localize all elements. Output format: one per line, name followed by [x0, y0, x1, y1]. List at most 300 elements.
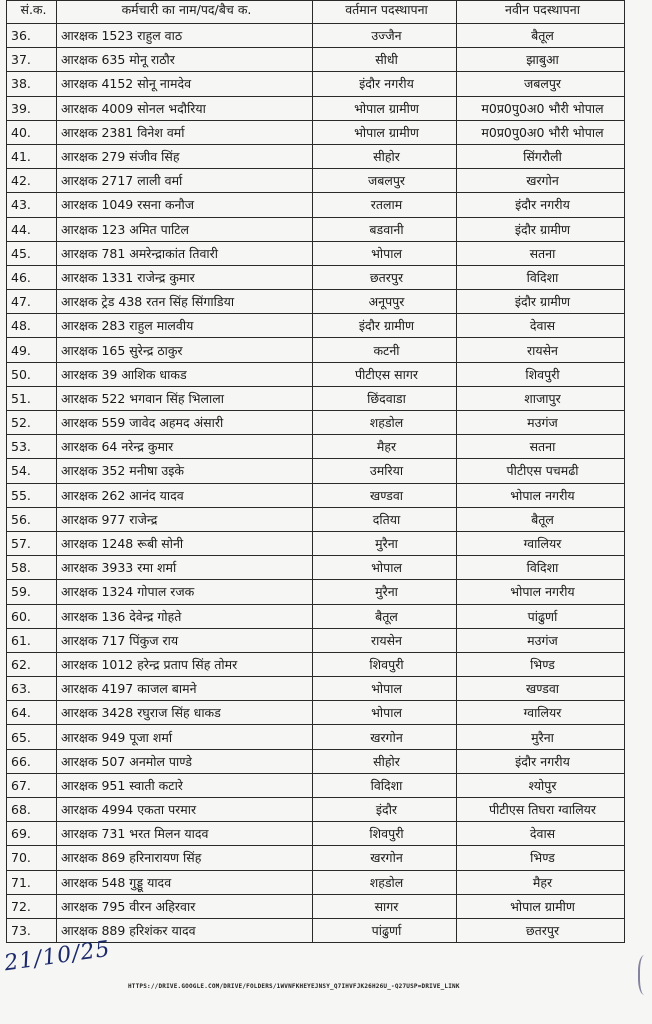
table-row: [7, 870, 625, 894]
current-posting-cell: छतरपुर: [313, 265, 457, 289]
rank-text: आरक्षक: [61, 705, 98, 721]
rank-text: आरक्षक: [61, 584, 98, 600]
new-posting-cell: मउगंज: [457, 628, 625, 652]
table-row: [7, 193, 625, 217]
badge-number: 635: [101, 52, 126, 68]
badge-number: 1324: [101, 584, 134, 600]
serial-cell: 47.: [7, 290, 57, 314]
badge-number: 283: [101, 318, 126, 334]
new-posting-cell: शाजापुर: [457, 386, 625, 410]
employee-cell: [57, 169, 313, 193]
new-posting-cell: सतना: [457, 435, 625, 459]
current-posting-cell: उमरिया: [313, 459, 457, 483]
current-posting-cell: शिवपुरी: [313, 822, 457, 846]
employee-cell: [57, 822, 313, 846]
current-posting-cell: मुरैना: [313, 531, 457, 555]
rank-text: आरक्षक: [61, 415, 98, 431]
new-posting-cell: भिण्ड: [457, 846, 625, 870]
table-row: [7, 483, 625, 507]
current-posting-cell: शिवपुरी: [313, 652, 457, 676]
rank-text: आरक्षक: [61, 221, 98, 237]
rank-text: आरक्षक: [61, 76, 98, 92]
new-posting-cell: भोपाल नगरीय: [457, 580, 625, 604]
employee-cell: [57, 677, 313, 701]
rank-text: आरक्षक: [61, 173, 98, 189]
badge-number: 1049: [101, 197, 134, 213]
table-row: [7, 48, 625, 72]
current-posting-cell: भोपाल: [313, 677, 457, 701]
employee-name: राजेन्द्र: [129, 511, 158, 527]
serial-cell: 54.: [7, 459, 57, 483]
employee-name: रूबी सोनी: [137, 536, 184, 552]
rank-text: आरक्षक: [61, 753, 98, 769]
badge-number: 123: [101, 221, 126, 237]
serial-cell: 36.: [7, 24, 57, 48]
employee-cell: [57, 483, 313, 507]
badge-number: 1012: [101, 656, 134, 672]
serial-cell: 57.: [7, 531, 57, 555]
employee-name: एकता परमार: [137, 802, 197, 818]
badge-number: 2381: [101, 124, 134, 140]
new-posting-cell: भोपाल नगरीय: [457, 483, 625, 507]
employee-name: राहुल मालवीय: [129, 318, 194, 334]
badge-number: 4197: [101, 681, 134, 697]
table-row: [7, 773, 625, 797]
rank-text: आरक्षक: [61, 28, 98, 44]
employee-name: भरत मिलन यादव: [129, 826, 209, 842]
rank-text: आरक्षक: [61, 342, 98, 358]
rank-text: आरक्षक: [61, 777, 98, 793]
employee-name: रसना कनौज: [137, 197, 194, 213]
current-posting-cell: रतलाम: [313, 193, 457, 217]
employee-cell: [57, 386, 313, 410]
new-posting-cell: खरगोन: [457, 169, 625, 193]
header-serial: सं.क.: [7, 1, 57, 24]
serial-cell: 52.: [7, 411, 57, 435]
rank-text: आरक्षक: [61, 923, 98, 939]
table-row: [7, 169, 625, 193]
employee-name: रतन सिंह सिंगाडिया: [146, 294, 235, 310]
table-row: [7, 96, 625, 120]
badge-number: 4994: [101, 802, 134, 818]
employee-name: स्वाती कटारे: [129, 777, 183, 793]
new-posting-cell: विदिशा: [457, 265, 625, 289]
serial-cell: 44.: [7, 217, 57, 241]
table-row: [7, 435, 625, 459]
employee-name: रमा शर्मा: [137, 560, 177, 576]
serial-cell: 49.: [7, 338, 57, 362]
employee-name: संजीव सिंह: [129, 149, 180, 165]
serial-cell: 64.: [7, 701, 57, 725]
current-posting-cell: इंदौर नगरीय: [313, 72, 457, 96]
new-posting-cell: ग्वालियर: [457, 531, 625, 555]
serial-cell: 45.: [7, 241, 57, 265]
serial-cell: 48.: [7, 314, 57, 338]
employee-cell: [57, 96, 313, 120]
header-current-posting: वर्तमान पदस्थापना: [313, 1, 457, 24]
current-posting-cell: बडवानी: [313, 217, 457, 241]
rank-text: आरक्षक: [61, 463, 98, 479]
current-posting-cell: शहडोल: [313, 411, 457, 435]
table-row: [7, 411, 625, 435]
serial-cell: 39.: [7, 96, 57, 120]
employee-cell: [57, 314, 313, 338]
employee-name: सोनल भदौरिया: [137, 100, 206, 116]
rank-text: आरक्षक ट्रेड: [61, 294, 115, 310]
new-posting-cell: विदिशा: [457, 556, 625, 580]
table-row: [7, 531, 625, 555]
employee-cell: [57, 435, 313, 459]
table-row: [7, 628, 625, 652]
table-row: [7, 580, 625, 604]
new-posting-cell: इंदौर ग्रामीण: [457, 217, 625, 241]
employee-cell: [57, 531, 313, 555]
serial-cell: 46.: [7, 265, 57, 289]
serial-cell: 60.: [7, 604, 57, 628]
table-row: [7, 677, 625, 701]
new-posting-cell: बैतूल: [457, 507, 625, 531]
new-posting-cell: पांढुर्णा: [457, 604, 625, 628]
new-posting-cell: सिंगरौली: [457, 144, 625, 168]
employee-cell: [57, 265, 313, 289]
employee-name: सोनू नामदेव: [137, 76, 192, 92]
current-posting-cell: मैहर: [313, 435, 457, 459]
table-row: [7, 749, 625, 773]
badge-number: 438: [118, 294, 143, 310]
table-row: [7, 556, 625, 580]
new-posting-cell: पीटीएस पचमढी: [457, 459, 625, 483]
serial-cell: 41.: [7, 144, 57, 168]
new-posting-cell: शिवपुरी: [457, 362, 625, 386]
current-posting-cell: भोपाल: [313, 701, 457, 725]
employee-cell: [57, 120, 313, 144]
table-row: [7, 314, 625, 338]
badge-number: 949: [101, 729, 126, 745]
badge-number: 262: [101, 487, 126, 503]
current-posting-cell: मुरैना: [313, 580, 457, 604]
serial-cell: 40.: [7, 120, 57, 144]
badge-number: 1523: [101, 28, 134, 44]
serial-cell: 70.: [7, 846, 57, 870]
employee-cell: [57, 894, 313, 918]
employee-cell: [57, 24, 313, 48]
employee-cell: [57, 556, 313, 580]
serial-cell: 72.: [7, 894, 57, 918]
badge-number: 2717: [101, 173, 134, 189]
rank-text: आरक्षक: [61, 608, 98, 624]
employee-cell: [57, 507, 313, 531]
new-posting-cell: भिण्ड: [457, 652, 625, 676]
employee-name: गुड्डू यादव: [129, 874, 172, 890]
employee-cell: [57, 362, 313, 386]
employee-name: हरेन्द्र प्रताप सिंह तोमर: [137, 656, 238, 672]
serial-cell: 42.: [7, 169, 57, 193]
employee-name: वीरन अहिरवार: [129, 898, 196, 914]
serial-cell: 37.: [7, 48, 57, 72]
badge-number: 136: [101, 608, 126, 624]
rank-text: आरक्षक: [61, 511, 98, 527]
employee-cell: [57, 411, 313, 435]
employee-name: आशिक धाकड: [121, 366, 187, 382]
serial-cell: 51.: [7, 386, 57, 410]
current-posting-cell: सीहोर: [313, 144, 457, 168]
current-posting-cell: दतिया: [313, 507, 457, 531]
current-posting-cell: सीधी: [313, 48, 457, 72]
employee-cell: [57, 241, 313, 265]
serial-cell: 59.: [7, 580, 57, 604]
serial-cell: 68.: [7, 798, 57, 822]
employee-name: मनीषा उइके: [129, 463, 184, 479]
employee-name: अमरेन्द्राकांत तिवारी: [129, 245, 218, 261]
employee-cell: [57, 459, 313, 483]
employee-cell: [57, 628, 313, 652]
current-posting-cell: भोपाल ग्रामीण: [313, 120, 457, 144]
table-row: [7, 459, 625, 483]
rank-text: आरक्षक: [61, 850, 98, 866]
rank-text: आरक्षक: [61, 100, 98, 116]
employee-name: पिंकुज राय: [129, 632, 179, 648]
badge-number: 4152: [101, 76, 134, 92]
new-posting-cell: खण्डवा: [457, 677, 625, 701]
badge-number: 1248: [101, 536, 134, 552]
employee-name: भगवान सिंह भिलाला: [129, 390, 224, 406]
serial-cell: 69.: [7, 822, 57, 846]
ink-mark: [638, 955, 652, 995]
table-row: [7, 217, 625, 241]
table-row: [7, 338, 625, 362]
new-posting-cell: इंदौर नगरीय: [457, 749, 625, 773]
employee-name: रघुराज सिंह धाकड: [137, 705, 221, 721]
employee-name: जावेद अहमद अंसारी: [129, 415, 224, 431]
rank-text: आरक्षक: [61, 874, 98, 890]
current-posting-cell: सागर: [313, 894, 457, 918]
new-posting-cell: बैतूल: [457, 24, 625, 48]
serial-cell: 56.: [7, 507, 57, 531]
employee-name: मोनू राठौर: [129, 52, 175, 68]
table-row: [7, 894, 625, 918]
current-posting-cell: विदिशा: [313, 773, 457, 797]
new-posting-cell: देवास: [457, 314, 625, 338]
serial-cell: 66.: [7, 749, 57, 773]
table-body: [7, 24, 625, 943]
current-posting-cell: पीटीएस सागर: [313, 362, 457, 386]
employee-name: हरिशंकर यादव: [129, 923, 196, 939]
serial-cell: 38.: [7, 72, 57, 96]
table-row: [7, 290, 625, 314]
table-row: [7, 507, 625, 531]
table-row: [7, 265, 625, 289]
new-posting-cell: म0प्र0पु0अ0 भौरी भोपाल: [457, 96, 625, 120]
employee-cell: [57, 701, 313, 725]
badge-number: 889: [101, 923, 126, 939]
badge-number: 951: [101, 777, 126, 793]
serial-cell: 53.: [7, 435, 57, 459]
table-row: [7, 24, 625, 48]
current-posting-cell: कटनी: [313, 338, 457, 362]
new-posting-cell: श्योपुर: [457, 773, 625, 797]
new-posting-cell: मुरैना: [457, 725, 625, 749]
rank-text: आरक्षक: [61, 52, 98, 68]
rank-text: आरक्षक: [61, 124, 98, 140]
badge-number: 279: [101, 149, 126, 165]
rank-text: आरक्षक: [61, 197, 98, 213]
rank-text: आरक्षक: [61, 802, 98, 818]
current-posting-cell: छिंदवाडा: [313, 386, 457, 410]
new-posting-cell: सतना: [457, 241, 625, 265]
employee-cell: [57, 144, 313, 168]
new-posting-cell: ग्वालियर: [457, 701, 625, 725]
badge-number: 165: [101, 342, 126, 358]
badge-number: 522: [101, 390, 126, 406]
rank-text: आरक्षक: [61, 318, 98, 334]
employee-cell: [57, 193, 313, 217]
employee-cell: [57, 217, 313, 241]
employee-name: राहुल वाठ: [137, 28, 183, 44]
employee-cell: [57, 749, 313, 773]
rank-text: आरक्षक: [61, 729, 98, 745]
serial-cell: 61.: [7, 628, 57, 652]
header-new-posting: नवीन पदस्थापना: [457, 1, 625, 24]
current-posting-cell: बैतूल: [313, 604, 457, 628]
employee-name: राजेन्द्र कुमार: [137, 269, 195, 285]
employee-cell: [57, 290, 313, 314]
serial-cell: 62.: [7, 652, 57, 676]
new-posting-cell: देवास: [457, 822, 625, 846]
employee-name: अमित पाटिल: [129, 221, 189, 237]
header-name: कर्मचारी का नाम/पद/बैच क.: [57, 1, 313, 24]
rank-text: आरक्षक: [61, 149, 98, 165]
rank-text: आरक्षक: [61, 269, 98, 285]
badge-number: 64: [101, 439, 118, 455]
badge-number: 977: [101, 511, 126, 527]
table-row: [7, 362, 625, 386]
badge-number: 731: [101, 826, 126, 842]
employee-cell: [57, 798, 313, 822]
new-posting-cell: रायसेन: [457, 338, 625, 362]
table-row: [7, 725, 625, 749]
employee-cell: [57, 604, 313, 628]
current-posting-cell: भोपाल: [313, 556, 457, 580]
new-posting-cell: मउगंज: [457, 411, 625, 435]
rank-text: आरक्षक: [61, 536, 98, 552]
employee-name: काजल बामने: [137, 681, 197, 697]
current-posting-cell: अनूपपुर: [313, 290, 457, 314]
new-posting-cell: छतरपुर: [457, 918, 625, 942]
footer-url: HTTPS://DRIVE.GOOGLE.COM/DRIVE/FOLDERS/1WVNFKHEYEJNSY_Q7IHVFJK26H26U_-Q27USP=DRIVE_LINK: [128, 983, 460, 990]
current-posting-cell: इंदौर: [313, 798, 457, 822]
rank-text: आरक्षक: [61, 390, 98, 406]
badge-number: 3933: [101, 560, 134, 576]
badge-number: 717: [101, 632, 126, 648]
table-row: [7, 604, 625, 628]
new-posting-cell: इंदौर नगरीय: [457, 193, 625, 217]
table-row: [7, 701, 625, 725]
badge-number: 869: [101, 850, 126, 866]
employee-cell: [57, 652, 313, 676]
serial-cell: 71.: [7, 870, 57, 894]
new-posting-cell: म0प्र0पु0अ0 भौरी भोपाल: [457, 120, 625, 144]
employee-name: नरेन्द्र कुमार: [121, 439, 174, 455]
rank-text: आरक्षक: [61, 439, 98, 455]
serial-cell: 73.: [7, 918, 57, 942]
current-posting-cell: पांढुर्णा: [313, 918, 457, 942]
table-row: [7, 144, 625, 168]
current-posting-cell: खरगोन: [313, 846, 457, 870]
employee-name: गोपाल रजक: [137, 584, 195, 600]
current-posting-cell: उज्जैन: [313, 24, 457, 48]
employee-cell: [57, 72, 313, 96]
employee-cell: [57, 48, 313, 72]
table-row: [7, 652, 625, 676]
table-row: [7, 798, 625, 822]
new-posting-cell: झाबुआ: [457, 48, 625, 72]
new-posting-cell: मैहर: [457, 870, 625, 894]
current-posting-cell: जबलपुर: [313, 169, 457, 193]
table-row: [7, 822, 625, 846]
badge-number: 795: [101, 898, 126, 914]
rank-text: आरक्षक: [61, 656, 98, 672]
badge-number: 39: [101, 366, 118, 382]
employee-name: विनेश वर्मा: [137, 124, 185, 140]
handwritten-date: 21/10/25: [2, 936, 113, 977]
current-posting-cell: खरगोन: [313, 725, 457, 749]
employee-cell: [57, 338, 313, 362]
table-row: [7, 386, 625, 410]
serial-cell: 63.: [7, 677, 57, 701]
current-posting-cell: शहडोल: [313, 870, 457, 894]
current-posting-cell: भोपाल: [313, 241, 457, 265]
current-posting-cell: खण्डवा: [313, 483, 457, 507]
employee-name: हरिनारायण सिंह: [129, 850, 202, 866]
rank-text: आरक्षक: [61, 681, 98, 697]
table-row: [7, 72, 625, 96]
current-posting-cell: रायसेन: [313, 628, 457, 652]
serial-cell: 67.: [7, 773, 57, 797]
badge-number: 1331: [101, 269, 134, 285]
rank-text: आरक्षक: [61, 898, 98, 914]
new-posting-cell: इंदौर ग्रामीण: [457, 290, 625, 314]
transfer-table: [6, 0, 625, 943]
new-posting-cell: भोपाल ग्रामीण: [457, 894, 625, 918]
badge-number: 559: [101, 415, 126, 431]
badge-number: 548: [101, 874, 126, 890]
serial-cell: 43.: [7, 193, 57, 217]
serial-cell: 65.: [7, 725, 57, 749]
rank-text: आरक्षक: [61, 245, 98, 261]
employee-cell: [57, 725, 313, 749]
current-posting-cell: सीहोर: [313, 749, 457, 773]
employee-name: पूजा शर्मा: [129, 729, 173, 745]
employee-cell: [57, 846, 313, 870]
rank-text: आरक्षक: [61, 487, 98, 503]
rank-text: आरक्षक: [61, 560, 98, 576]
rank-text: आरक्षक: [61, 632, 98, 648]
employee-name: लाली वर्मा: [137, 173, 183, 189]
table-row: [7, 241, 625, 265]
employee-cell: [57, 870, 313, 894]
serial-cell: 58.: [7, 556, 57, 580]
rank-text: आरक्षक: [61, 366, 98, 382]
current-posting-cell: भोपाल ग्रामीण: [313, 96, 457, 120]
employee-cell: [57, 773, 313, 797]
table-header-row: [7, 1, 625, 24]
serial-cell: 50.: [7, 362, 57, 386]
badge-number: 781: [101, 245, 126, 261]
table-row: [7, 846, 625, 870]
employee-name: आनंद यादव: [129, 487, 184, 503]
badge-number: 352: [101, 463, 126, 479]
badge-number: 507: [101, 753, 126, 769]
